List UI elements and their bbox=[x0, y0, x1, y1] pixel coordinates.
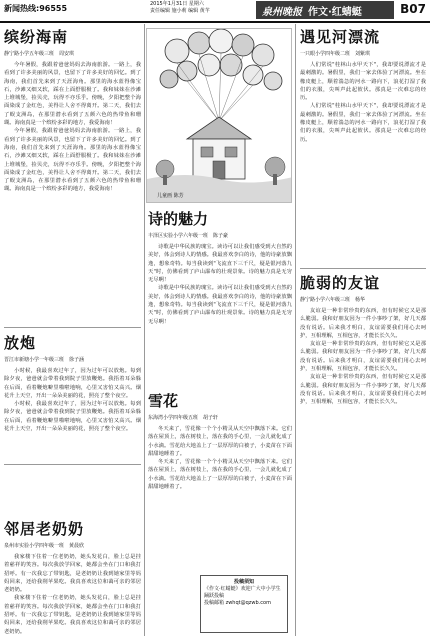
article-2 bbox=[4, 332, 141, 462]
page-header bbox=[0, 0, 430, 22]
divider bbox=[300, 268, 426, 269]
divider bbox=[4, 464, 141, 465]
article-1 bbox=[4, 26, 141, 326]
article-body: 小时候，我最喜欢过年了，因为过年可以放炮。每到除夕夜，爸爸就会带着我到院子里放鞭炮。我捂着耳朵躲在后面，看着鞭炮噼里啪啦地响，心里又害怕又高兴。烟花升上天空，开出一朵朵美丽的花，照亮了整个夜空。 小时候，我最喜欢过年了，因为过年可以放炮。每到除夕夜，爸爸就会带着我到院子里放鞭炮。我捂着耳朵躲在后面，看着鞭炮噼里啪啦地响，心里又害怕又高兴。烟花升上天空，开出一朵朵美丽的花，照亮了整个夜空。 bbox=[4, 368, 141, 433]
article-body: 人们常说"桂林山水甲天下"，我却要说漂流才是最刺激的。暑假里，我们一家去体验了河漂流。坐在橡皮艇上，顺着湍急的河水一路向下，浪花打湿了我们的衣服，尖叫声此起彼伏。那真是一次难忘的经历。 人们常说"桂林山水甲天下"，我却要说漂流才是最刺激的。暑假里，我们一家去体验了河漂流。坐在橡皮艇上，顺着湍急的河水一路向下，浪花打湿了我们的衣服，尖叫声此起彼伏。那真是一次难忘的经历。 bbox=[300, 62, 426, 143]
balloon-house-drawing bbox=[147, 29, 292, 203]
article-byline: 一只眼小学四年级二班 刘紫琪 bbox=[300, 51, 371, 57]
illustration bbox=[146, 28, 292, 203]
illustration-caption: 儿童画 陈芳 bbox=[157, 193, 184, 199]
column-divider bbox=[295, 24, 296, 636]
article-4 bbox=[148, 208, 292, 378]
article-body: 今年暑假，我跟着爸爸妈妈去海南旅游。一路上，我看到了许多美丽的风景，也留下了许多美好的回忆。到了海南，我们首先来到了天涯海角。那里的海水蓝得像宝石，沙滩又细又软，踩在上面舒服极了。我和妹妹在沙滩上堆城堡，捡贝壳，玩得不亦乐乎。傍晚，夕阳把整个海面染成了金红色，美得让人舍不得离开。第二天，我们去了蜈支洲岛，在那里潜水看到了五颜六色的热带鱼和珊瑚。海南真是一个缤纷多彩的地方，我爱海南！ 今年暑假，我跟着爸爸妈妈去海南旅游。一路上，我看到了许多美丽的风景，也留下了许多美好的回忆。到了海南，我们首先来到了天涯海角。那里的海水蓝得像宝石，沙滩又细又软，踩在上面舒服极了。我和妹妹在沙滩上堆城堡，捡贝壳，玩得不亦乐乎。傍晚，夕阳把整个海面染成了金红色，美得让人舍不得离开。第二天，我们去了蜈支洲岛，在那里潜水看到了五颜六色的热带鱼和珊瑚。海南真是一个缤纷多彩的地方，我爱海南！ bbox=[4, 62, 141, 193]
article-title: 雪花 bbox=[148, 392, 179, 410]
note-title: 投稿须知 bbox=[233, 579, 254, 585]
issue-date: 2015年1月31日 星期六 bbox=[150, 1, 204, 7]
article-7 bbox=[300, 272, 426, 636]
article-6 bbox=[300, 26, 426, 266]
article-byline: 静宁路小学六年级三班 杨华 bbox=[300, 297, 366, 303]
article-byline: 丰泽区实验小学六年级一班 陈子豪 bbox=[148, 233, 229, 239]
divider bbox=[4, 327, 141, 328]
article-byline: 泉州市实验小学四年级一班 黄晨欣 bbox=[4, 543, 85, 549]
note-text: 《作文·红蜻蜓》欢迎广大中小学生踊跃投稿 bbox=[204, 586, 281, 599]
article-title: 缤纷海南 bbox=[4, 28, 69, 46]
hotline: 新闻热线:96555 bbox=[4, 4, 68, 13]
article-title: 放炮 bbox=[4, 334, 37, 352]
article-body: 友谊是一种非常珍贵的东西，但有时候它又是那么脆弱。我和好朋友因为一件小事吵了架，好几天都没有说话。后来我才明白，友谊需要我们用心去呵护，互相理解，互相包容，才能长长久久。 友谊是一种非常珍贵的东西，但有时候它又是那么脆弱。我和好朋友因为一件小事吵了架，好几天都没有说话。后来我才明白，友谊需要我们用心去呵护，互相理解，互相包容，才能长长久久。 友谊是一种非常珍贵的东西，但有时候它又是那么脆弱。我和好朋友因为一件小事吵了架，好几天都没有说话。后来我才明白，友谊需要我们用心去呵护，互相理解，互相包容，才能长长久久。 bbox=[300, 308, 426, 406]
page-number: B07 bbox=[400, 2, 426, 16]
section-banner bbox=[256, 1, 394, 19]
article-title: 诗的魅力 bbox=[148, 210, 209, 228]
header-rule bbox=[0, 21, 430, 23]
article-title: 邻居老奶奶 bbox=[4, 520, 85, 538]
article-3 bbox=[4, 518, 141, 636]
article-title: 脆弱的友谊 bbox=[300, 274, 381, 292]
paper-name: 泉州晚报 bbox=[262, 6, 302, 18]
submission-note bbox=[200, 575, 288, 633]
note-email: 投稿邮箱 zwhqt@qzwb.com bbox=[204, 600, 271, 606]
article-title: 遇见河漂流 bbox=[300, 28, 381, 46]
issue-meta bbox=[150, 1, 260, 15]
article-byline: 东海湾小学四年级五班 胡子轩 bbox=[148, 415, 219, 421]
article-byline: 晋江市新塘小学一年级三班 徐子涵 bbox=[4, 357, 85, 363]
article-5 bbox=[148, 390, 292, 565]
section-name: 作文·红蜻蜓 bbox=[308, 6, 362, 18]
column-divider bbox=[144, 24, 145, 636]
article-body: 诗歌是中华民族的瑰宝。读诗可以让我们感受到大自然的美好，体会到诗人的情感。我最喜欢李白的诗，他的诗豪放飘逸，想象奇特。每当我读到"飞流直下三千尺，疑是银河落九天"时，仿佛看到了庐山瀑布的壮观景象。诗的魅力真是无穷无尽啊！ 诗歌是中华民族的瑰宝。读诗可以让我们感受到大自然的美好，体会到诗人的情感。我最喜欢李白的诗，他的诗豪放飘逸，想象奇特。每当我读到"飞流直下三千尺，疑是银河落九天"时，仿佛看到了庐山瀑布的壮观景象。诗的魅力真是无穷无尽啊！ bbox=[148, 244, 292, 325]
editors: 责任编辑 施小莉 编辑 黄芊 bbox=[150, 8, 210, 14]
article-byline: 静宁路小学五年级三班 周安琪 bbox=[4, 51, 75, 57]
article-body: 我家楼下住着一位老奶奶，她头发花白，脸上总是挂着慈祥的笑容。每次我放学回家，她都会坐在门口和我打招呼。有一次我忘了带钥匙，是老奶奶让我到她家里等妈妈回来，还给我削苹果吃。我真喜欢这位和蔼可亲的邻居老奶奶。 我家楼下住着一位老奶奶，她头发花白，脸上总是挂着慈祥的笑容。每次我放学回家，她都会坐在门口和我打招呼。有一次我忘了带钥匙，是老奶奶让我到她家里等妈妈回来，还给我削苹果吃。我真喜欢这位和蔼可亲的邻居老奶奶。 bbox=[4, 554, 141, 635]
article-body: 冬天来了，雪花像一个个小精灵从天空中飘落下来。它们落在屋顶上，落在树枝上，落在我的手心里，一会儿就化成了小水滴。雪花给大地盖上了一层厚厚的白被子，小麦苗在下面甜甜地睡着了。 冬天来了，雪花像一个个小精灵从天空中飘落下来。它们落在屋顶上，落在树枝上，落在我的手心里，一会儿就化成了小水滴。雪花给大地盖上了一层厚厚的白被子，小麦苗在下面甜甜地睡着了。 bbox=[148, 426, 292, 491]
